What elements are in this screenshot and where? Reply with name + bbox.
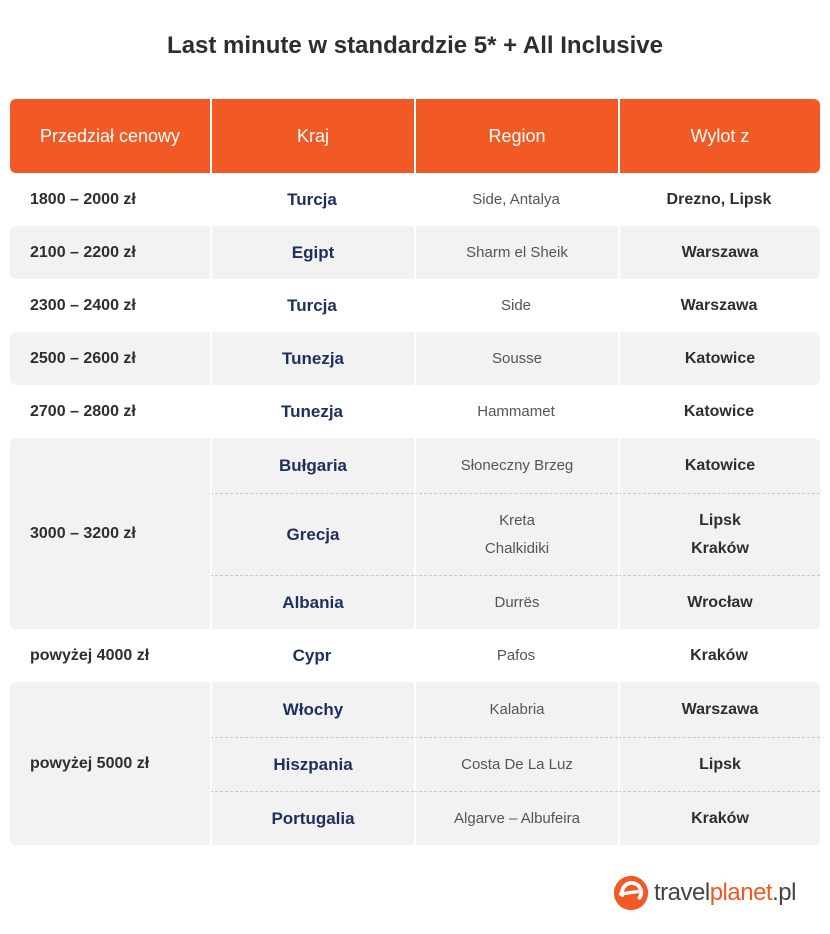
country-cell: Grecja <box>210 493 414 575</box>
table-row <box>210 279 820 332</box>
table-row <box>210 575 820 629</box>
country-cell: Cypr <box>292 645 332 665</box>
region-text: Durrës <box>494 593 540 611</box>
departure-text: Katowice <box>683 402 755 420</box>
table-row <box>210 385 820 438</box>
header-price-range: Przedział cenowy <box>39 125 181 146</box>
region-cell <box>414 737 618 791</box>
region-text: Chalkidiki <box>484 539 550 557</box>
price-group <box>10 629 820 682</box>
price-range-cell: 1800 – 2000 zł <box>30 190 136 208</box>
price-range-cell: powyżej 4000 zł <box>30 646 150 664</box>
region-text: Słoneczny Brzeg <box>460 456 574 474</box>
departure-text: Drezno, Lipsk <box>666 190 772 208</box>
region-text: Costa De La Luz <box>461 755 573 773</box>
offers-table <box>10 99 820 845</box>
departure-cell <box>618 682 820 737</box>
price-range-cell: 2100 – 2200 zł <box>30 243 136 261</box>
departure-cell <box>618 493 820 575</box>
departure-cell <box>618 629 820 682</box>
region-text: Pafos <box>496 646 536 664</box>
departure-text: Warszawa <box>681 243 759 261</box>
region-cell <box>414 629 618 682</box>
table-row <box>210 226 820 279</box>
price-range-cell: 3000 – 3200 zł <box>30 524 136 542</box>
price-group <box>10 438 820 629</box>
departure-text: Katowice <box>684 456 756 474</box>
country-cell: Albania <box>210 575 414 629</box>
region-text: Sousse <box>491 349 543 367</box>
departure-cell <box>618 385 820 438</box>
header-country: Kraj <box>210 99 414 173</box>
departure-text: Wrocław <box>687 593 753 611</box>
region-cell <box>414 385 618 438</box>
table-row <box>210 173 820 226</box>
table-header <box>10 99 820 173</box>
country-cell: Egipt <box>210 226 414 279</box>
table-row <box>210 737 820 791</box>
page-title: Last minute w standardzie 5* + All Inclusive <box>167 32 663 59</box>
region-cell <box>414 438 618 493</box>
country-cell: Włochy <box>210 682 414 737</box>
country-cell: Tunezja <box>210 332 414 385</box>
region-text: Side <box>500 296 532 314</box>
country-cell: Hiszpania <box>210 737 414 791</box>
departure-text: Warszawa <box>680 296 758 314</box>
departure-text: Kraków <box>690 646 748 664</box>
departure-cell <box>618 332 820 385</box>
departure-text: Katowice <box>684 349 756 367</box>
logo-text <box>654 879 796 907</box>
price-group <box>10 332 820 385</box>
table-row <box>210 682 820 737</box>
region-text: Hammamet <box>477 402 555 420</box>
departure-text: Lipsk <box>699 755 741 773</box>
table-row <box>210 791 820 845</box>
departure-text: Kraków <box>691 809 749 827</box>
region-text: Kreta <box>499 511 535 529</box>
logo-text-planet: planet <box>709 879 773 906</box>
travelplanet-logo-icon <box>612 874 650 912</box>
country-cell: Turcja <box>287 295 337 315</box>
price-range-cell: 2500 – 2600 zł <box>30 349 136 367</box>
country-cell: Portugalia <box>210 791 414 845</box>
departure-cell <box>618 438 820 493</box>
region-cell <box>414 791 618 845</box>
table-body <box>10 173 820 845</box>
region-cell <box>414 575 618 629</box>
departure-cell <box>618 226 820 279</box>
price-range-cell: 2300 – 2400 zł <box>30 296 136 314</box>
departure-text: Lipsk <box>699 511 741 529</box>
region-cell <box>414 682 618 737</box>
table-row <box>210 332 820 385</box>
departure-text: Kraków <box>691 539 749 557</box>
departure-text: Warszawa <box>681 700 759 718</box>
table-row <box>210 438 820 493</box>
price-group <box>10 173 820 226</box>
header-departure: Wylot z <box>618 99 820 173</box>
departure-cell <box>618 279 820 332</box>
logo-text-domain: .pl <box>772 879 796 906</box>
region-text: Sharm el Sheik <box>466 243 568 261</box>
header-region: Region <box>414 99 618 173</box>
price-group <box>10 279 820 332</box>
region-cell <box>414 173 618 226</box>
region-text: Algarve – Albufeira <box>454 809 580 827</box>
price-group <box>10 385 820 438</box>
table-row <box>210 629 820 682</box>
country-cell: Tunezja <box>280 401 344 421</box>
logo-text-travel: travel <box>654 879 710 906</box>
departure-cell <box>618 173 820 226</box>
price-group <box>10 682 820 845</box>
price-range-cell: powyżej 5000 zł <box>30 754 150 772</box>
departure-cell <box>618 791 820 845</box>
region-cell <box>414 226 618 279</box>
country-cell: Turcja <box>287 189 337 209</box>
region-cell <box>414 493 618 575</box>
country-cell: Bułgaria <box>210 438 414 493</box>
region-cell <box>414 332 618 385</box>
price-group <box>10 226 820 279</box>
table-row <box>210 493 820 575</box>
price-range-cell: 2700 – 2800 zł <box>30 402 136 420</box>
departure-cell <box>618 737 820 791</box>
region-text: Side, Antalya <box>472 190 560 208</box>
region-cell <box>414 279 618 332</box>
travelplanet-logo <box>612 873 796 913</box>
region-text: Kalabria <box>489 700 545 718</box>
departure-cell <box>618 575 820 629</box>
